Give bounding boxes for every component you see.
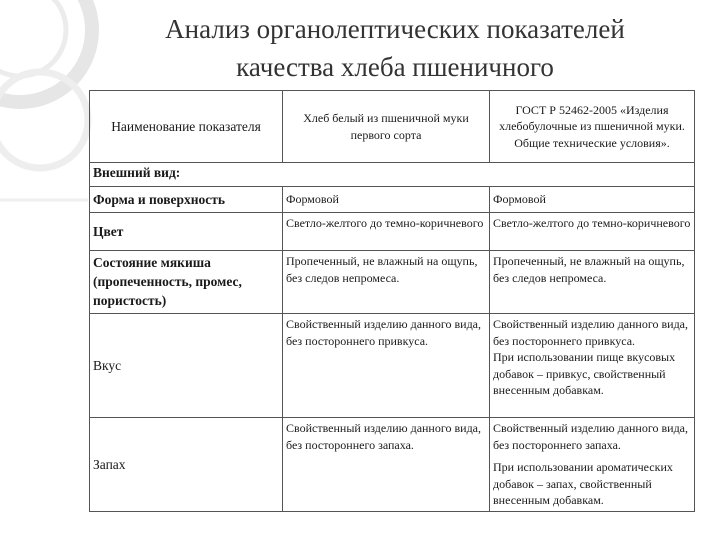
row-bread-value: Светло-желтого до темно-коричневого	[283, 213, 490, 251]
section-label: Внешний вид:	[90, 163, 695, 187]
gost-main-text: Свойственный изделию данного вида, без постороннего запаха.	[493, 421, 688, 452]
header-indicator: Наименование показателя	[90, 91, 283, 163]
row-gost-value: Светло-желтого до темно-коричневого	[490, 213, 695, 251]
quality-table	[89, 90, 695, 512]
row-indicator: Цвет	[90, 213, 283, 251]
row-gost-value	[490, 418, 695, 512]
gost-main-text: Свойственный изделию данного вида, без постороннего привкуса.	[493, 317, 688, 348]
row-indicator: Состояние мякиша (пропеченность, промес, пористость)	[90, 251, 283, 314]
gost-additive-note: При использовании ароматических добавок – запах, свойственный внесенным добавкам.	[493, 460, 673, 507]
table-row	[90, 418, 695, 512]
table-row	[90, 213, 695, 251]
table-row	[90, 314, 695, 418]
page-title	[95, 10, 695, 86]
row-gost-value: Пропеченный, не влажный на ощупь, без следов непромеса.	[490, 251, 695, 314]
row-bread-value: Свойственный изделию данного вида, без постороннего запаха.	[283, 418, 490, 512]
page-title-line-2: качества хлеба пшеничного	[236, 52, 554, 82]
header-row	[90, 91, 695, 163]
row-bread-value: Пропеченный, не влажный на ощупь, без следов непромеса.	[283, 251, 490, 314]
row-gost-value	[490, 314, 695, 418]
row-bread-value: Формовой	[283, 187, 490, 213]
row-indicator: Запах	[90, 418, 283, 512]
gost-additive-note: При использовании пище вкусовых добавок – привкус, свойственный внесенным добавкам.	[493, 350, 676, 397]
row-bread-value: Свойственный изделию данного вида, без постороннего привкуса.	[283, 314, 490, 418]
section-row	[90, 163, 695, 187]
header-gost: ГОСТ Р 52462-2005 «Изделия хлебобулочные из пшеничной муки. Общие технические условия».	[490, 91, 695, 163]
table-row	[90, 251, 695, 314]
row-indicator: Вкус	[90, 314, 283, 418]
table-row	[90, 187, 695, 213]
page-title-line-1: Анализ органолептических показателей	[165, 14, 625, 44]
header-bread: Хлеб белый из пшеничной муки первого сорта	[283, 91, 490, 163]
row-gost-value: Формовой	[490, 187, 695, 213]
row-indicator: Форма и поверхность	[90, 187, 283, 213]
